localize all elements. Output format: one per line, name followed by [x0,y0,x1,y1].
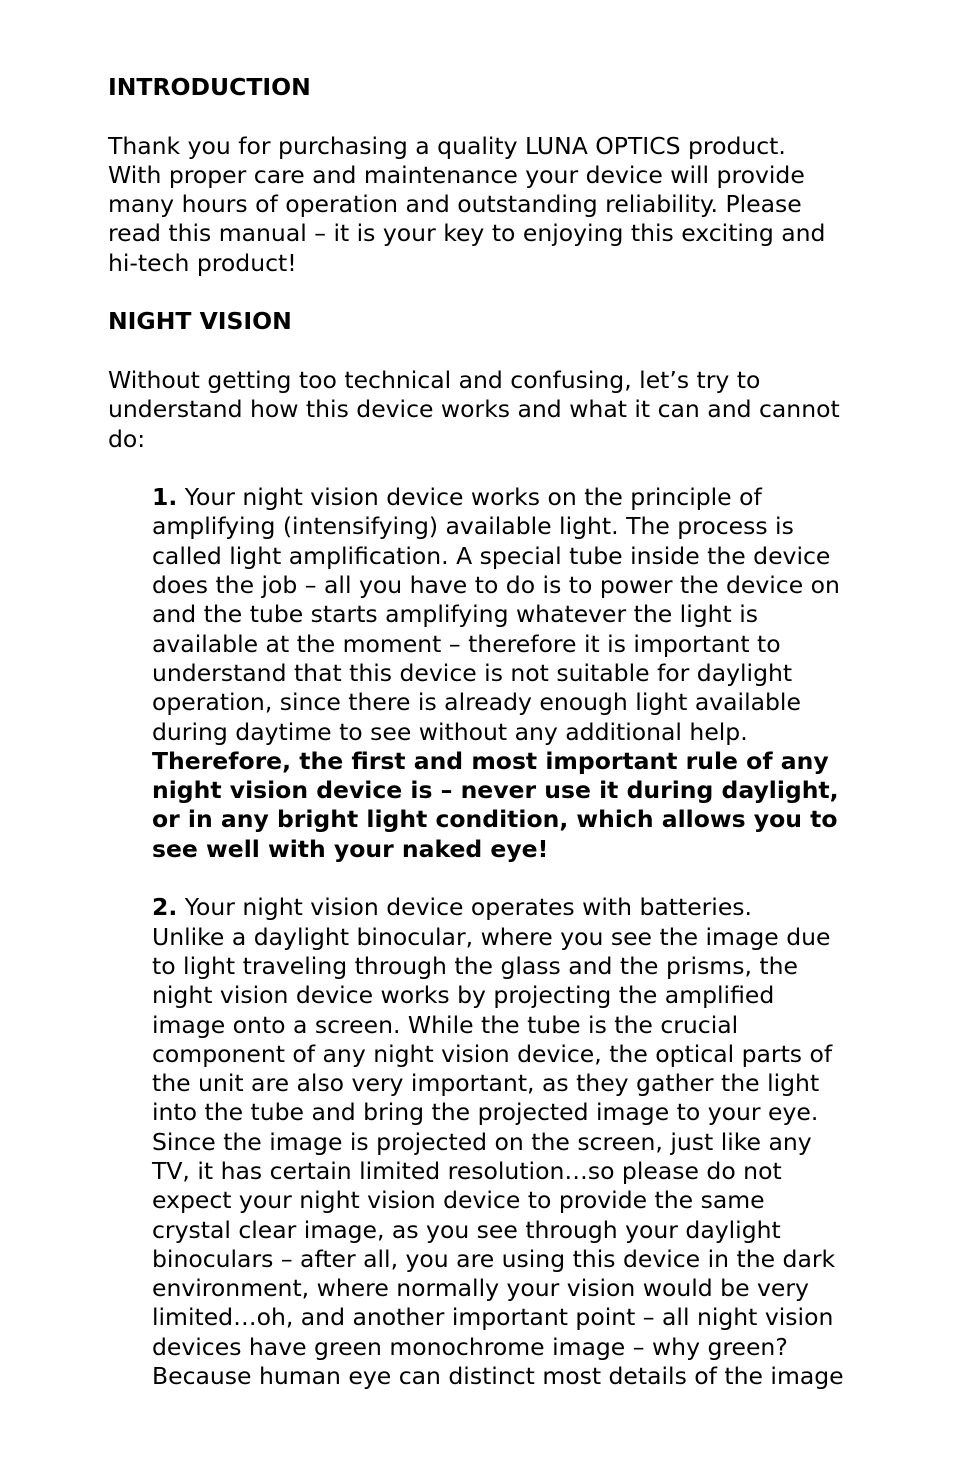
list-item-number: 2. [152,893,178,922]
night-vision-intro: Without getting too technical and confusing, let’s try to understand how this device works and what it can and cannot do: [108,365,840,453]
introduction-heading: INTRODUCTION [108,73,311,101]
spacer [108,278,908,307]
list-item-bold-rule: Therefore, the first and most important rule of any night vision device is – never use it during daylight, or in any bright light condition, which allows you to see well with your naked eye! [152,746,839,863]
spacer [108,454,908,483]
list-item-number: 1. [152,483,178,512]
list-item [152,483,908,864]
night-vision-heading: NIGHT VISION [108,307,292,336]
spacer [108,102,908,131]
manual-page [108,73,908,1391]
list-item-text: Your night vision device operates with batteries. Unlike a daylight binocular, where you see the image due to light traveling through the glass and the prisms, the night vision device works by projecting the amplified image onto a screen. While the tube is the crucial component of any night vision device, the optical parts of the unit are also very important, as they gather the light into the tube and bring the projected image to your eye. Since the image is projected on the screen, just like any TV, it has certain limited resolution…so please do not expect your night vision device to provide the same crystal clear image, as you see through your daylight binoculars – after all, you are using this device in the dark environment, where normally your vision would be very limited…oh, and another important point – all night vision devices have green monochrome image – why green? Because human eye can distinct most details of the image [152,893,844,1391]
introduction-paragraph: Thank you for purchasing a quality LUNA OPTICS product. With proper care and maintenance your device will provide many hours of operation and outstanding reliability. Please read this manual – it is your key to enjoying this exciting and hi-tech product! [108,131,826,277]
spacer [108,864,908,893]
spacer [108,337,908,366]
list-item [152,893,908,1391]
list-item-text: Your night vision device works on the principle of amplifying (intensifying) available light. The process is called light amplification. A special tube inside the device does the job – all you have to do is to power the device on and the tube starts amplifying whatever the light is available at the moment – therefore it is important to understand that this device is not suitable for daylight operation, since there is already enough light available during daytime to see without any additional help. [152,483,840,746]
